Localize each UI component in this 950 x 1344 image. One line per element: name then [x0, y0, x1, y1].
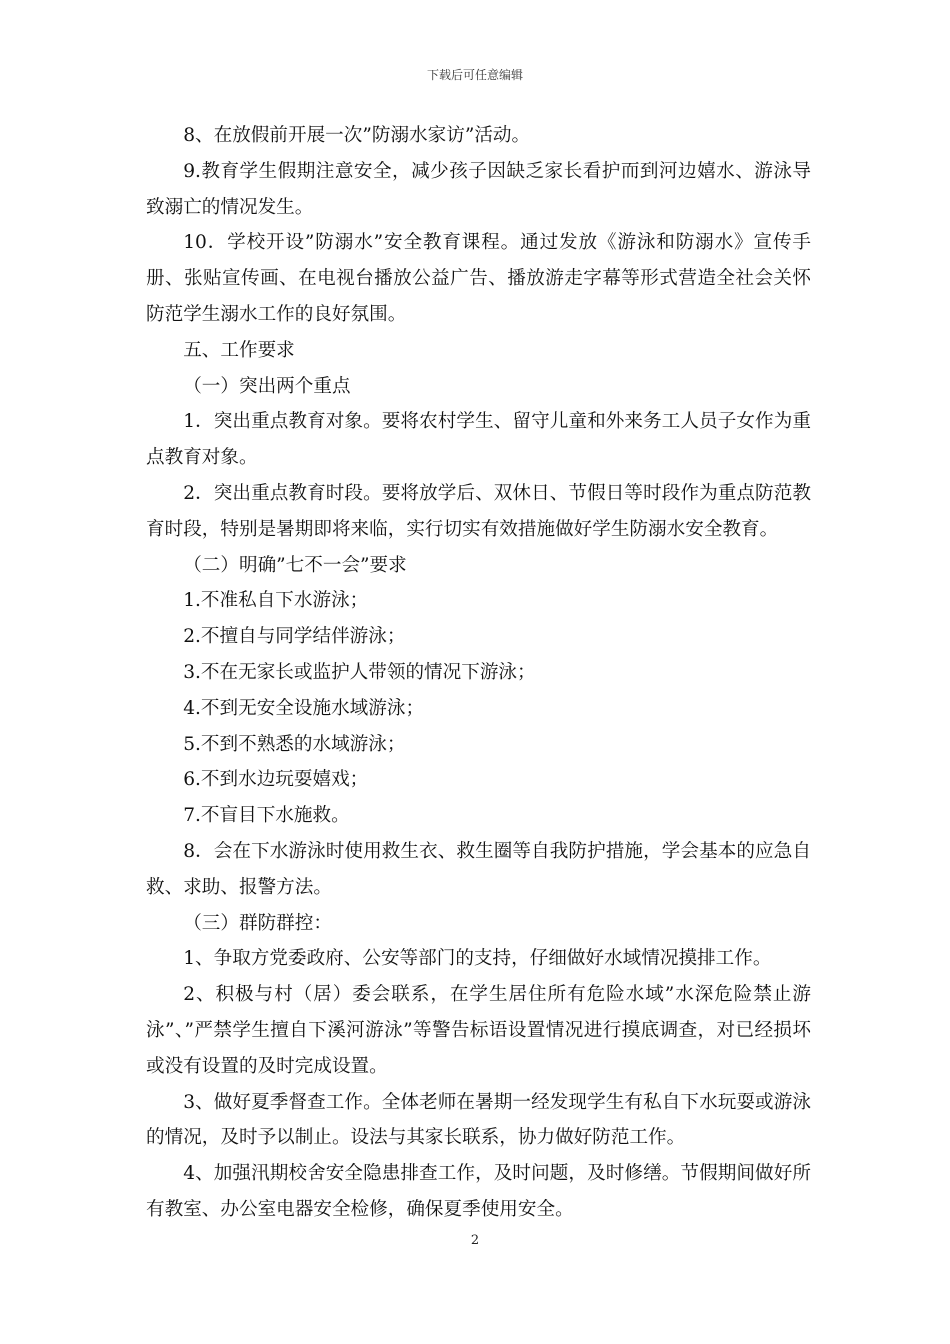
- paragraph-home-visit: 8、在放假前开展一次”防溺水家访”活动。: [183, 125, 531, 146]
- list-item-rule-5: 5.不到不熟悉的水域游泳；: [183, 733, 406, 755]
- list-item-rule-8: 8．会在下水游泳时使用救生衣、救生圈等自我防护措施，学会基本的应急自救、求助、报警方法。: [146, 840, 811, 898]
- paragraph-focus-targets: 1．突出重点教育对象。要将农村学生、留守儿童和外来务工人员子女作为重点教育对象。: [146, 411, 811, 469]
- list-item-rule-4: 4.不到无安全设施水域游泳；: [183, 697, 425, 719]
- list-item-rule-7: 7.不盲目下水施救。: [183, 805, 350, 827]
- list-item-rule-3: 3.不在无家长或监护人带领的情况下游泳；: [183, 661, 536, 683]
- subsection-heading-seven-rules: （二）明确”七不一会”要求: [183, 554, 407, 576]
- paragraph-control-4: 4、加强汛期校舍安全隐患排查工作，及时问题，及时修缮。节假期间做好所有教室、办公室电器安全检修，确保夏季使用安全。: [146, 1163, 811, 1220]
- paragraph-control-3: 3、做好夏季督查工作。全体老师在暑期一经发现学生有私自下水玩耍或游泳的情况，及时予以制止。设法与其家长联系，协力做好防范工作。: [146, 1091, 811, 1149]
- list-item-rule-2: 2.不擅自与同学结伴游泳；: [183, 626, 406, 648]
- list-item-rule-1: 1.不准私自下水游泳；: [183, 590, 369, 612]
- document-body: [146, 118, 811, 1228]
- page-number: 2: [470, 1233, 480, 1248]
- list-item-rule-6: 6.不到水边玩耍嬉戏；: [183, 769, 369, 791]
- paragraph-control-1: 1、争取方党委政府、公安等部门的支持，仔细做好水域情况摸排工作。: [183, 948, 772, 970]
- paragraph-control-2: 2、积极与村（居）委会联系，在学生居住所有危险水域”水深危险禁止游泳”、”严禁学生擅自下溪河游泳”等警告标语设置情况进行摸底调查，对已经损坏或没有设置的及时完成设置。: [146, 984, 811, 1077]
- paragraph-holiday-safety: 9.教育学生假期注意安全，减少孩子因缺乏家长看护而到河边嬉水、游泳导致溺亡的情况发生。: [146, 160, 811, 218]
- subsection-heading-joint-control: （三）群防群控：: [183, 912, 332, 934]
- subsection-heading-two-focus: （一）突出两个重点: [183, 375, 351, 397]
- paragraph-focus-periods: 2．突出重点教育时段。要将放学后、双休日、节假日等时段作为重点防范教育时段，特别是暑期即将来临，实行切实有效措施做好学生防溺水安全教育。: [146, 482, 811, 540]
- page-header: 下载后可任意编辑: [426, 68, 523, 82]
- paragraph-course: 10．学校开设”防溺水”安全教育课程。通过发放《游泳和防溺水》宣传手册、张贴宣传画、在电视台播放公益广告、播放游走字幕等形式营造全社会关怀防范学生溺水工作的良好氛围。: [146, 232, 811, 325]
- section-heading-requirements: 五、工作要求: [183, 339, 295, 361]
